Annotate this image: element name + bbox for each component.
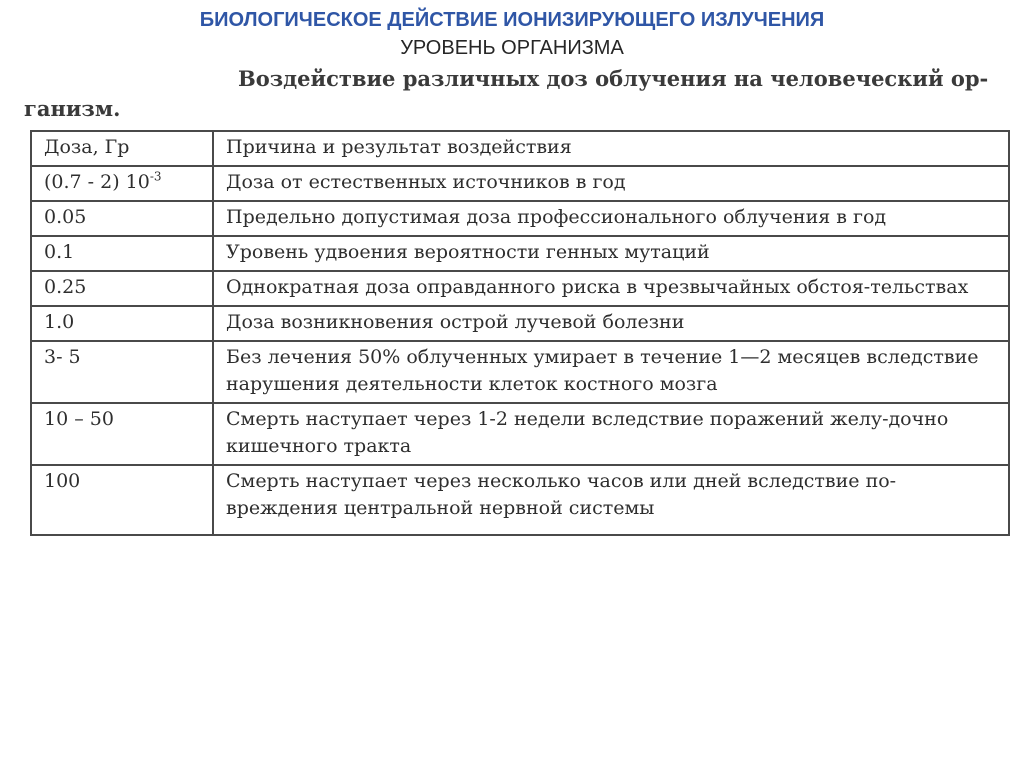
- dose-effects-table: [30, 130, 1010, 536]
- effect-cell: Смерть наступает через несколько часов или дней вследствие по-вреждения центральной нервной системы: [213, 465, 1009, 535]
- effect-cell: Однократная доза оправданного риска в чрезвычайных обстоя-тельствах: [213, 271, 1009, 306]
- header-effect: Причина и результат воздействия: [213, 131, 1009, 166]
- slide-subtitle: УРОВЕНЬ ОРГАНИЗМА: [400, 37, 624, 59]
- table-row: [31, 271, 1009, 306]
- header-dose: Доза, Гр: [31, 131, 213, 166]
- effect-cell: Уровень удвоения вероятности генных мутаций: [213, 236, 1009, 271]
- dose-cell: 100: [31, 465, 213, 535]
- dose-value: (0.7 - 2) 10: [44, 171, 150, 193]
- dose-cell: 1.0: [31, 306, 213, 341]
- dose-cell: 3- 5: [31, 341, 213, 403]
- scanned-table-image: [24, 64, 1012, 536]
- dose-cell: 0.25: [31, 271, 213, 306]
- table-caption: Воздействие различных доз облучения на человеческий ор-ганизм.: [24, 66, 989, 121]
- dose-cell: [31, 166, 213, 201]
- dose-cell: 0.1: [31, 236, 213, 271]
- table-header-row: [31, 131, 1009, 166]
- dose-cell: 0.05: [31, 201, 213, 236]
- table-row: [31, 306, 1009, 341]
- table-row: [31, 236, 1009, 271]
- effect-cell: Без лечения 50% облученных умирает в течение 1—2 месяцев вследствие нарушения деятельности клеток костного мозга: [213, 341, 1009, 403]
- dose-exponent: -3: [149, 169, 162, 184]
- table-row: [31, 201, 1009, 236]
- table-row: [31, 341, 1009, 403]
- table-row: [31, 403, 1009, 465]
- slide-title: БИОЛОГИЧЕСКОЕ ДЕЙСТВИЕ ИОНИЗИРУЮЩЕГО ИЗЛУЧЕНИЯ: [199, 9, 825, 31]
- effect-cell: Смерть наступает через 1-2 недели вследствие поражений желу-дочно кишечного тракта: [213, 403, 1009, 465]
- dose-cell: 10 – 50: [31, 403, 213, 465]
- table-row: [31, 166, 1009, 201]
- effect-cell: Доза возникновения острой лучевой болезни: [213, 306, 1009, 341]
- effect-cell: Предельно допустимая доза профессионального облучения в год: [213, 201, 1009, 236]
- effect-cell: Доза от естественных источников в год: [213, 166, 1009, 201]
- table-row: [31, 465, 1009, 535]
